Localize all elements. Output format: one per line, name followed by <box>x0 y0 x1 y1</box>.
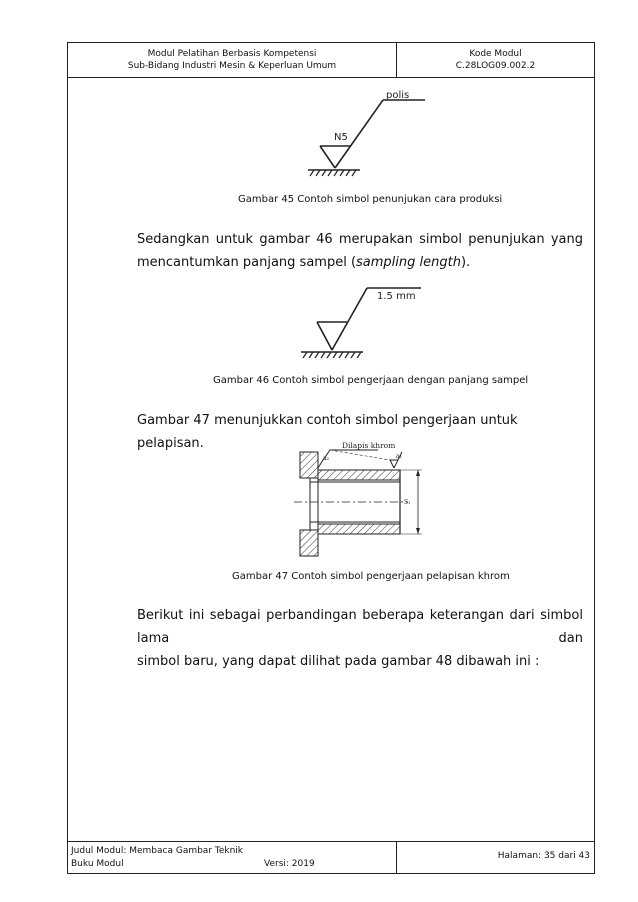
figure-47-drawing <box>290 438 440 560</box>
figure-45-caption: Gambar 45 Contoh simbol penunjukan cara produksi <box>238 194 503 205</box>
paragraph-line-2: simbol baru, yang dapat dilihat pada gambar 48 dibawah ini : <box>137 654 540 669</box>
header-module-info <box>68 43 397 78</box>
figure-46-caption: Gambar 46 Contoh simbol pengerjaan dengan panjang sampel <box>213 375 529 386</box>
header-module-title: Modul Pelatihan Berbasis Kompetensi <box>147 49 317 59</box>
paragraph-line-1: Berikut ini sebagai perbandingan beberapa keterangan dari simbol lama dan <box>137 608 583 646</box>
paragraph-text: ). <box>460 255 471 270</box>
page-footer <box>68 841 594 873</box>
footer-module-info <box>68 842 397 873</box>
footer-page-info <box>397 842 594 873</box>
footer-book: Buku Modul <box>71 859 124 869</box>
header-code-value: C.28LOG09.002.2 <box>455 61 536 71</box>
figure-45-symbol-text: N5 <box>334 132 348 143</box>
paragraph-line-2 <box>137 255 470 270</box>
page-header <box>68 43 594 78</box>
paragraph-figure-48-intro <box>137 604 583 673</box>
figure-46-symbol <box>295 282 435 366</box>
footer-page-number: Halaman: 35 dari 43 <box>497 851 590 861</box>
figure-45-label: polis <box>386 90 410 101</box>
figure-46-label: 1.5 mm <box>377 291 416 302</box>
header-module-code <box>397 43 594 83</box>
figure-47-mark-s1: S₁ <box>404 499 411 506</box>
figure-47-caption: Gambar 47 Contoh simbol pengerjaan pelapisan khrom <box>232 571 510 582</box>
paragraph-line-1: Sedangkan untuk gambar 46 merupakan simbol penunjukan yang <box>137 232 583 247</box>
figure-47-mark-a1: a₁ <box>396 453 402 460</box>
italic-term: sampling length <box>356 255 461 270</box>
header-sub-field: Sub-Bidang Industri Mesin & Keperluan Umum <box>127 61 337 71</box>
figure-47-label: Dilapis khrom <box>342 441 396 450</box>
figure-47-mark-a2: a₂ <box>323 455 329 462</box>
figure-45-symbol <box>300 88 440 180</box>
paragraph-figure-46-intro <box>137 228 583 274</box>
footer-version: Versi: 2019 <box>264 859 315 869</box>
footer-title: Judul Modul: Membaca Gambar Teknik <box>71 846 244 856</box>
header-code-label: Kode Modul <box>469 49 522 59</box>
paragraph-text: mencantumkan panjang sampel ( <box>137 255 357 270</box>
paragraph-figure-47-intro: Gambar 47 menunjukkan contoh simbol pengerjaan untuk pelapisan. <box>137 413 518 451</box>
